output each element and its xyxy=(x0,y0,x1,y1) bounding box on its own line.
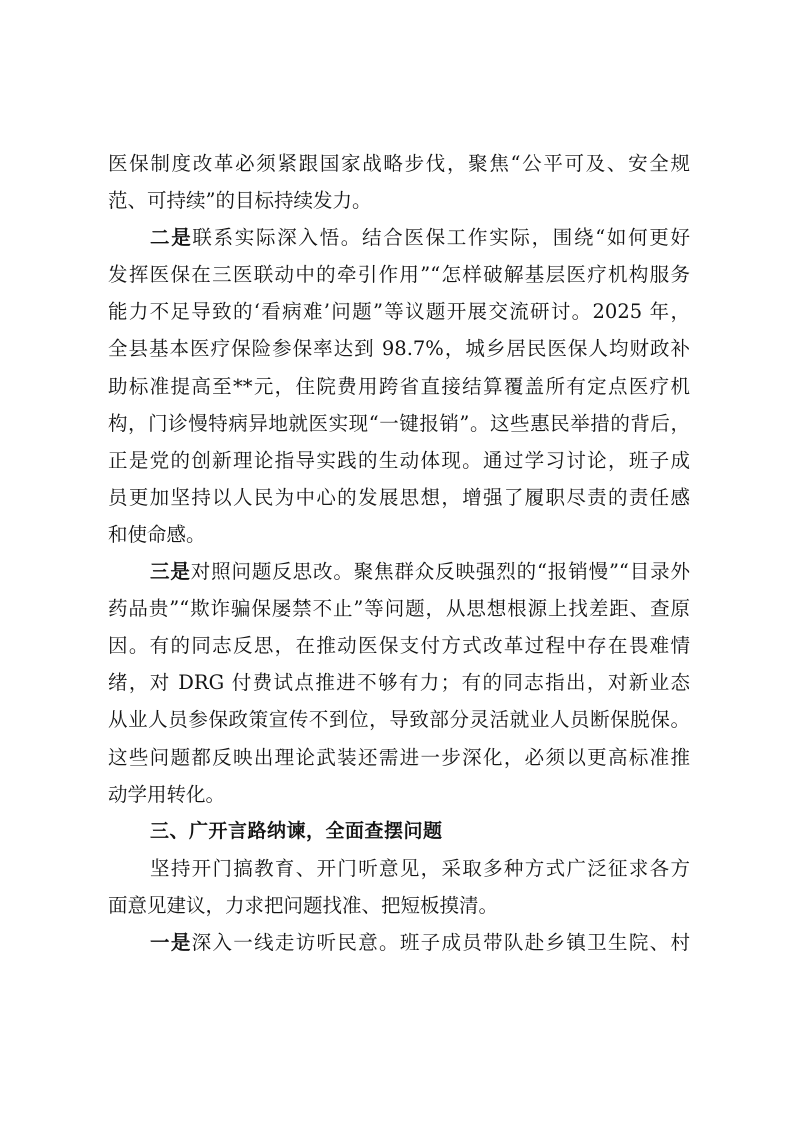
paragraph-lead: 一是 xyxy=(150,930,192,954)
paragraph-line: 这些问题都反映出理论武装还需进一步深化，必须以更高标准推 xyxy=(108,745,690,769)
paragraph-lead: 二是 xyxy=(150,226,193,250)
paragraph-line: 能力不足导致的‘看病难’问题”等议题开展交流研讨。2025 年， xyxy=(108,300,690,324)
paragraph-line xyxy=(108,219,690,256)
paragraph-line: 正是党的创新理论指导实践的生动体现。通过学习讨论，班子成 xyxy=(108,448,690,472)
paragraph-line: 助标准提高至**元，住院费用跨省直接结算覆盖所有定点医疗机 xyxy=(108,374,690,398)
paragraph-line xyxy=(108,924,690,961)
paragraph-line: 绪，对 DRG 付费试点推进不够有力；有的同志指出，对新业态 xyxy=(108,671,690,695)
paragraph-text: 联系实际深入悟。结合医保工作实际，围绕“如何更好 xyxy=(192,226,690,250)
paragraph-line: 构，门诊慢特病异地就医实现“一键报销”。这些惠民举措的背后， xyxy=(108,411,690,435)
paragraph-line: 药品贵”“欺诈骗保屡禁不止”等问题，从思想根源上找差距、查原 xyxy=(108,597,690,621)
paragraph-text: 深入一线走访听民意。班子成员带队赴乡镇卫生院、村 xyxy=(191,930,690,954)
paragraph-line: 面意见建议，力求把问题找准、把短板摸清。 xyxy=(108,893,499,917)
paragraph-line: 坚持开门搞教育、开门听意见，采取多种方式广泛征求各方 xyxy=(150,856,690,880)
body-text xyxy=(108,145,690,961)
section-heading: 三、广开言路纳谏，全面查摆问题 xyxy=(150,819,443,842)
paragraph-line xyxy=(108,553,690,590)
paragraph-line: 员更加坚持以人民为中心的发展思想，增强了履职尽责的责任感 xyxy=(108,485,690,509)
paragraph-line: 全县基本医疗保险参保率达到 98.7%，城乡居民医保人均财政补 xyxy=(108,337,690,361)
paragraph-line: 医保制度改革必须紧跟国家战略步伐，聚焦“公平可及、安全规 xyxy=(108,152,690,175)
paragraph-text: 对照问题反思改。聚焦群众反映强烈的“报销慢”“目录外 xyxy=(190,560,690,584)
paragraph-line: 动学用转化。 xyxy=(108,782,226,806)
paragraph-line: 范、可持续”的目标持续发力。 xyxy=(108,189,372,213)
paragraph-lead: 三是 xyxy=(150,560,191,584)
paragraph-line: 从业人员参保政策宣传不到位，导致部分灵活就业人员断保脱保。 xyxy=(108,708,690,732)
paragraph-line: 发挥医保在三医联动中的牵引作用”“怎样破解基层医疗机构服务 xyxy=(108,263,690,287)
paragraph-line: 和使命感。 xyxy=(108,522,206,546)
paragraph-line: 因。有的同志反思，在推动医保支付方式改革过程中存在畏难情 xyxy=(108,634,690,658)
